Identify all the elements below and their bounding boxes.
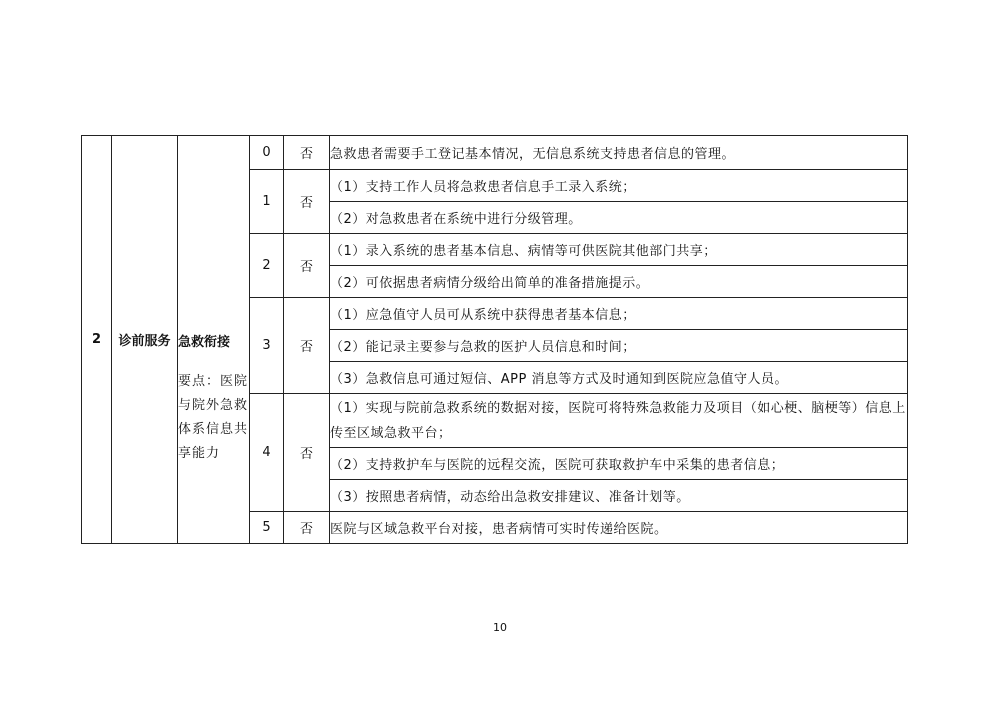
row-number: 2 bbox=[82, 136, 112, 544]
flag-cell: 否 bbox=[284, 512, 330, 544]
desc-cell: （3）按照患者病情，动态给出急救安排建议、准备计划等。 bbox=[330, 480, 908, 512]
flag-cell: 否 bbox=[284, 298, 330, 394]
desc-cell: （2）可依据患者病情分级给出简单的准备措施提示。 bbox=[330, 266, 908, 298]
level-cell: 2 bbox=[250, 234, 284, 298]
desc-cell: 医院与区域急救平台对接，患者病情可实时传递给医院。 bbox=[330, 512, 908, 544]
flag-cell: 否 bbox=[284, 394, 330, 512]
level-cell: 5 bbox=[250, 512, 284, 544]
desc-cell: （3）急救信息可通过短信、APP 消息等方式及时通知到医院应急值守人员。 bbox=[330, 362, 908, 394]
desc-cell: （2）对急救患者在系统中进行分级管理。 bbox=[330, 202, 908, 234]
item-title: 急救衔接 bbox=[178, 335, 231, 350]
category-cell: 诊前服务 bbox=[112, 136, 178, 544]
level-cell: 3 bbox=[250, 298, 284, 394]
flag-cell: 否 bbox=[284, 136, 330, 170]
desc-cell: （1）实现与院前急救系统的数据对接，医院可将特殊急救能力及项目（如心梗、脑梗等）信息上传至区域急救平台； bbox=[330, 394, 908, 448]
evaluation-table bbox=[81, 135, 908, 544]
flag-cell: 否 bbox=[284, 170, 330, 234]
desc-cell: （1）应急值守人员可从系统中获得患者基本信息； bbox=[330, 298, 908, 330]
level-cell: 4 bbox=[250, 394, 284, 512]
desc-cell: （1）支持工作人员将急救患者信息手工录入系统； bbox=[330, 170, 908, 202]
desc-cell: 急救患者需要手工登记基本情况，无信息系统支持患者信息的管理。 bbox=[330, 136, 908, 170]
page-number: 10 bbox=[493, 621, 507, 634]
desc-cell: （1）录入系统的患者基本信息、病情等可供医院其他部门共享； bbox=[330, 234, 908, 266]
level-cell: 0 bbox=[250, 136, 284, 170]
flag-cell: 否 bbox=[284, 234, 330, 298]
desc-cell: （2）能记录主要参与急救的医护人员信息和时间； bbox=[330, 330, 908, 362]
item-cell bbox=[178, 136, 250, 544]
level-cell: 1 bbox=[250, 170, 284, 234]
item-note: 要点：医院与院外急救体系信息共享能力 bbox=[178, 374, 249, 461]
desc-cell: （2）支持救护车与医院的远程交流，医院可获取救护车中采集的患者信息； bbox=[330, 448, 908, 480]
